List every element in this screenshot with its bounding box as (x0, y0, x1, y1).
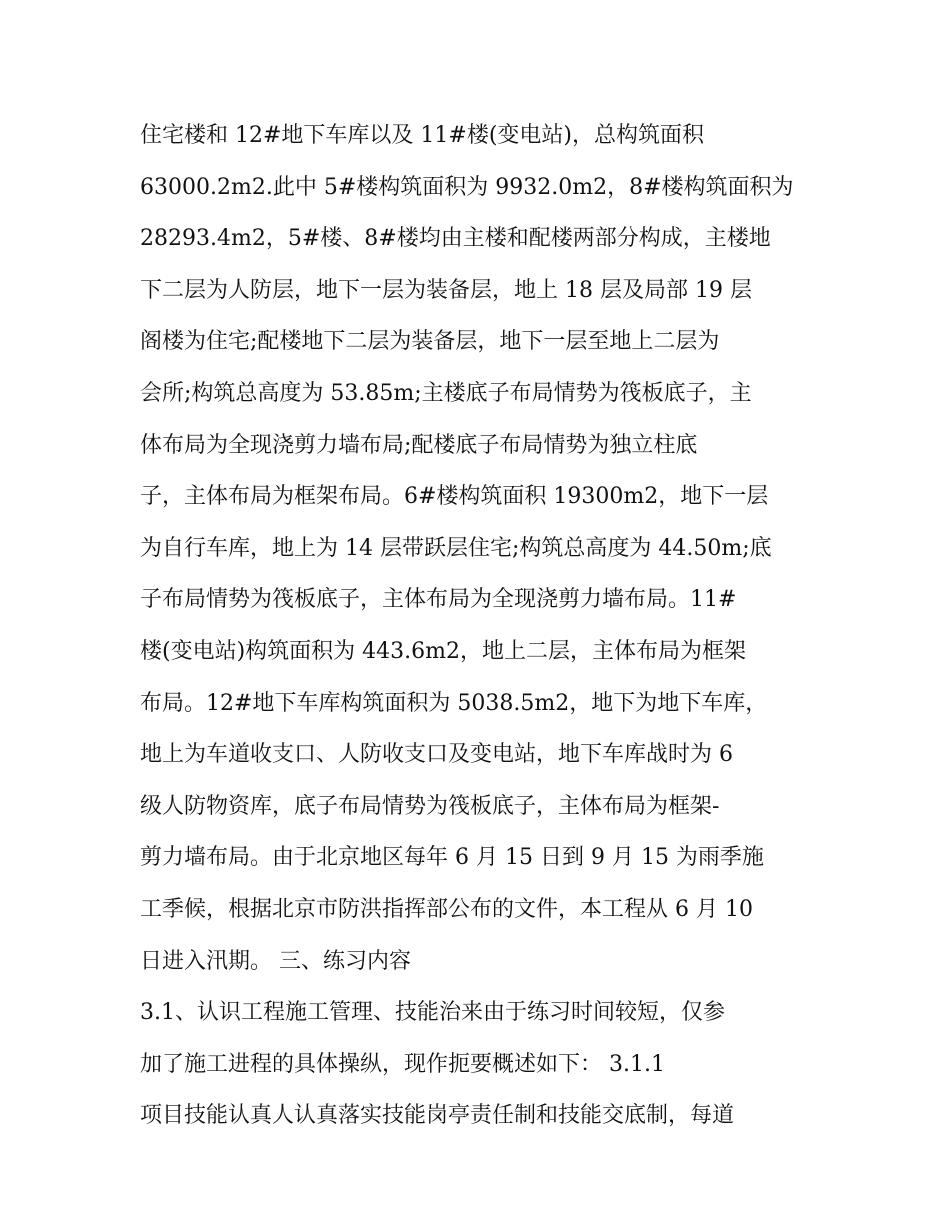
text-line: 级人防物资库，底子布局情势为筏板底子，主体布局为框架- (140, 793, 720, 819)
text-line: 布局。12#地下车库构筑面积为 5038.5m2，地下为地下车库， (140, 690, 768, 716)
text-line: 加了施工进程的具体操纵，现作扼要概述如下： 3.1.1 (140, 1051, 665, 1077)
text-line: 会所;构筑总高度为 53.85m;主楼底子布局情势为筏板底子，主 (140, 380, 752, 406)
text-line: 工季候，根据北京市防洪指挥部公布的文件，本工程从 6 月 10 (140, 896, 753, 922)
body-text (140, 110, 830, 1142)
text-line: 3.1、认识工程施工管理、技能治来由于练习时间较短，仅参 (140, 1000, 725, 1026)
text-line: 63000.2m2.此中 5#楼构筑面积为 9932.0m2，8#楼构筑面积为 (140, 174, 794, 200)
text-line: 下二层为人防层，地下一层为装备层，地上 18 层及局部 19 层 (140, 277, 752, 303)
text-line: 住宅楼和 12#地下车库以及 11#楼(变电站)，总构筑面积 (140, 123, 705, 148)
text-line: 日进入汛期。 三、练习内容 (140, 948, 411, 974)
text-line: 子，主体布局为框架布局。6#楼构筑面积 19300m2，地下一层 (140, 484, 769, 510)
text-line: 地上为车道收支口、人防收支口及变电站，地下车库战时为 6 (140, 742, 733, 768)
text-line: 为自行车库，地上为 14 层带跃层住宅;构筑总高度为 44.50m;底 (140, 535, 772, 561)
text-line: 28293.4m2，5#楼、8#楼均由主楼和配楼两部分构成，主楼地 (140, 226, 771, 252)
text-line: 楼(变电站)构筑面积为 443.6m2，地上二层，主体布局为框架 (140, 638, 747, 664)
text-line: 阁楼为住宅;配楼地下二层为装备层，地下一层至地上二层为 (140, 329, 720, 355)
text-line: 剪力墙布局。由于北京地区每年 6 月 15 日到 9 月 15 为雨季施 (140, 845, 764, 871)
text-line: 子布局情势为筏板底子，主体布局为全现浇剪力墙布局。11# (140, 587, 737, 613)
text-line: 项目技能认真人认真落实技能岗亭责任制和技能交底制，每道 (140, 1103, 735, 1129)
text-line: 体布局为全现浇剪力墙布局;配楼底子布局情势为独立柱底 (140, 432, 698, 458)
